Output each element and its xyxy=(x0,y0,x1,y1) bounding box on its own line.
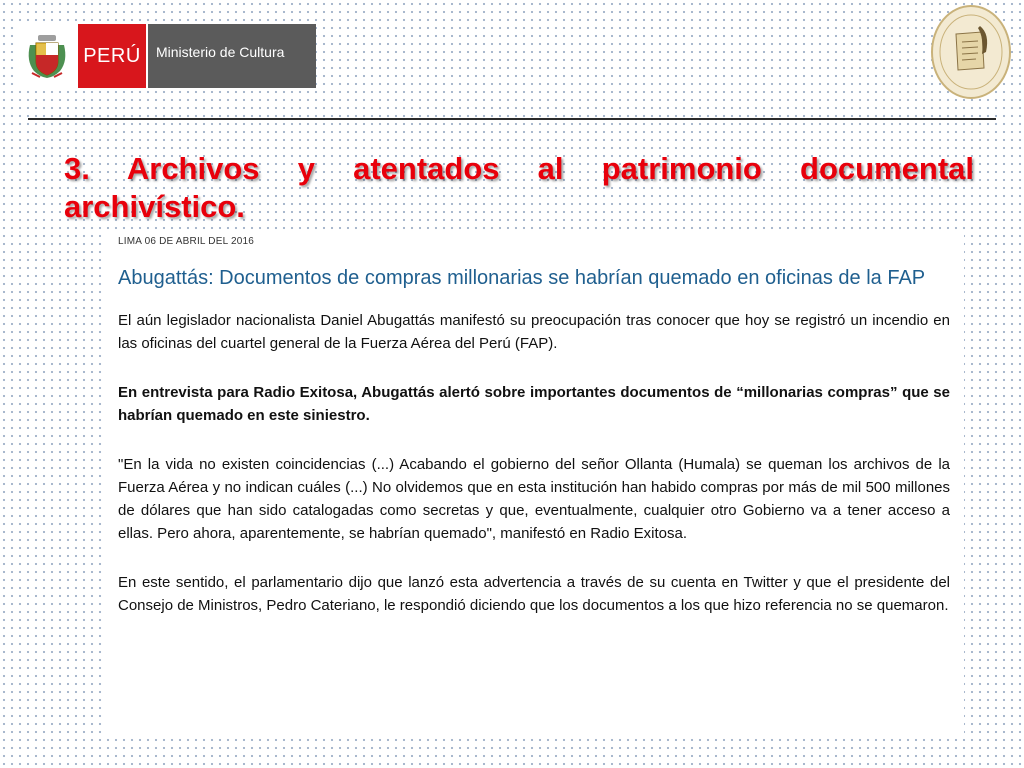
peru-coat-of-arms-icon xyxy=(24,31,70,81)
coat-of-arms-box xyxy=(16,24,78,88)
article-paragraph: "En la vida no existen coincidencias (...) Acabando el gobierno del señor Ollanta (Humala) se queman los archivos de la Fuerza Aérea y no indican cuáles (...) No olvidemos que en esta institución han habido compras por más de mil 500 millones de dólares que han sido catalogadas como secretas y que, eventualmente, cualquier otro Gobierno va a tener acceso a ellas. Pero ahora, aparentemente, se habrían quemado", manifestó en Radio Exitosa. xyxy=(118,456,950,542)
article-headline: Abugattás: Documentos de compras millonarias se habrían quemado en oficinas de la FAP xyxy=(118,267,926,289)
article-paragraph: En entrevista para Radio Exitosa, Abugattás alertó sobre importantes documentos de “millonarias compras” que se habrían quemado en este siniestro. xyxy=(118,384,950,424)
archivo-general-seal-icon xyxy=(930,4,1012,100)
news-article-clipping xyxy=(104,230,964,736)
article-paragraph: El aún legislador nacionalista Daniel Abugattás manifestó su preocupación tras conocer que hoy se registró un incendio en las oficinas del cuartel general de la Fuerza Aérea del Perú (FAP). xyxy=(118,312,950,352)
slide-title: 3. Archivos y atentados al patrimonio documental archivístico. xyxy=(64,151,974,224)
header-divider xyxy=(28,118,996,120)
article-paragraph: En este sentido, el parlamentario dijo que lanzó esta advertencia a través de su cuenta en Twitter y que el presidente del Consejo de Ministros, Pedro Cateriano, le respondió diciendo que los documentos a los que hizo referencia no se quemaron. xyxy=(118,574,950,614)
article-dateline: LIMA 06 DE ABRIL DEL 2016 xyxy=(118,236,255,247)
header-logos xyxy=(16,24,316,88)
ministry-label: Ministerio de Cultura xyxy=(146,24,316,88)
peru-label: PERÚ xyxy=(78,24,146,88)
